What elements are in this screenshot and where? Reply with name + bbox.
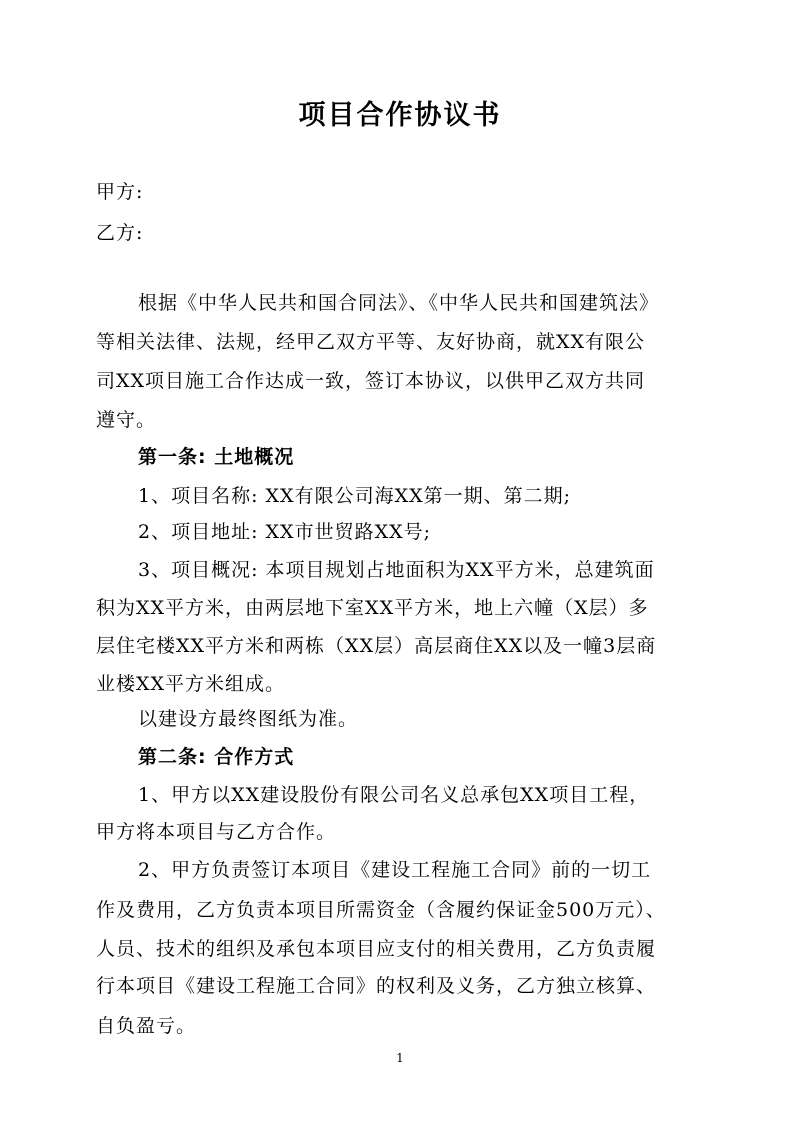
- article-1-item-3-line: 3、项目概况: 本项目规划占地面积为XX平方米，总建筑面: [138, 559, 655, 581]
- article-2-item-2-line: 作及费用，乙方负责本项目所需资金（含履约保证金500万元）、: [96, 899, 666, 921]
- document-title: 项目合作协议书: [298, 100, 502, 131]
- article-2-item-2-line: 行本项目《建设工程施工合同》的权利及义务，乙方独立核算、: [96, 975, 657, 997]
- article-1-item-3-line: 积为XX平方米，由两层地下室XX平方米，地上六幢（X层）多: [96, 597, 649, 619]
- article-2-item-2-line: 人员、技术的组织及承包本项目应支付的相关费用，乙方负责履: [96, 938, 657, 960]
- article-2-item-2-line: 2、甲方负责签订本项目《建设工程施工合同》前的一切工: [138, 859, 652, 881]
- party-a-label: 甲方:: [96, 181, 144, 203]
- page-number: 1: [396, 1051, 404, 1065]
- preamble-line: 司XX项目施工合作达成一致，签订本协议，以供甲乙双方共同: [96, 370, 646, 392]
- preamble-line: 遵守。: [96, 409, 157, 431]
- article-2-item-2-line: 自负盈亏。: [96, 1015, 197, 1037]
- preamble-line: 根据《中华人民共和国合同法》、《中华人民共和国建筑法》: [138, 292, 660, 314]
- preamble-line: 等相关法律、法规，经甲乙双方平等、友好协商，就XX有限公: [96, 331, 646, 353]
- party-b-label: 乙方:: [96, 222, 144, 244]
- article-2-heading: 第二条: 合作方式: [138, 746, 295, 768]
- article-2-item-1-line: 甲方将本项目与乙方合作。: [96, 821, 337, 843]
- article-1-item-1: 1、项目名称: XX有限公司海XX第一期、第二期;: [138, 485, 572, 507]
- article-1-item-2: 2、项目地址: XX市世贸路XX号;: [138, 521, 432, 543]
- article-1-item-3-line: 层住宅楼XX平方米和两栋（XX层）高层商住XX以及一幢3层商: [96, 635, 657, 657]
- article-1-item-3-line: 业楼XX平方米组成。: [96, 673, 286, 695]
- article-1-heading: 第一条: 土地概况: [138, 446, 295, 468]
- article-1-note: 以建设方最终图纸为准。: [138, 708, 359, 730]
- article-2-item-1-line: 1、甲方以XX建设股份有限公司名义总承包XX项目工程，: [138, 784, 650, 806]
